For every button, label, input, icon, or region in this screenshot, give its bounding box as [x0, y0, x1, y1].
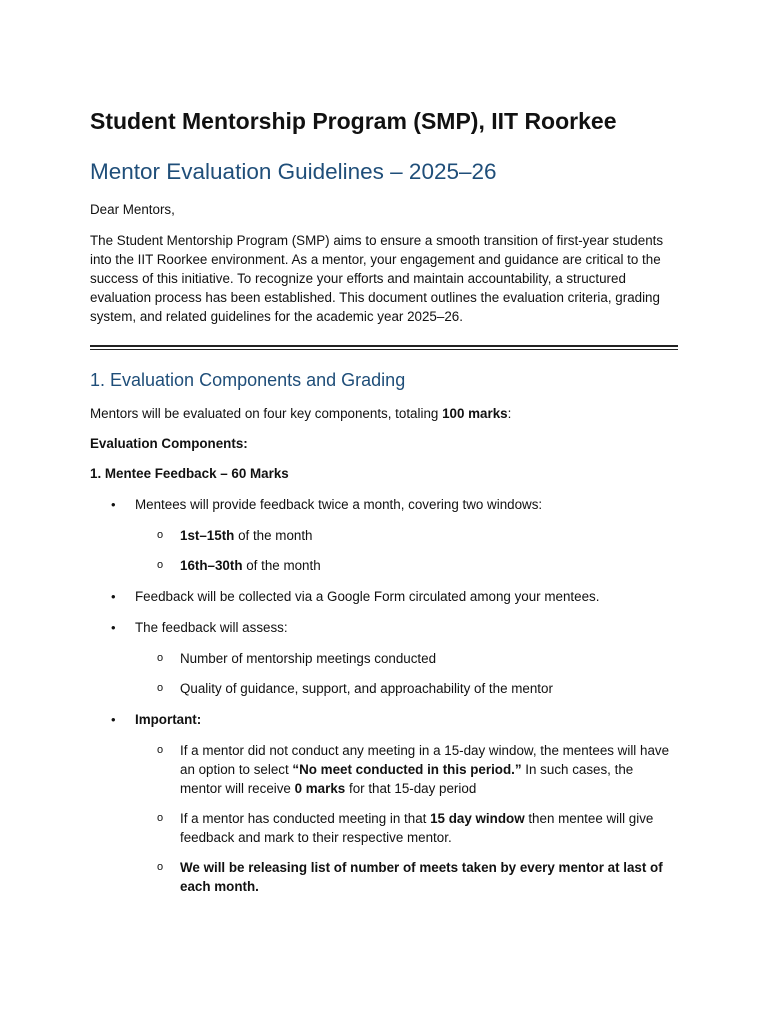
feedback-bullet-list	[90, 495, 678, 896]
total-marks: 100 marks	[442, 406, 508, 421]
sub-bullet-icon: o	[157, 812, 164, 824]
document-subtitle: Mentor Evaluation Guidelines – 2025–26	[90, 159, 497, 184]
list-item	[90, 587, 678, 606]
section-intro-text: Mentors will be evaluated on four key components, totaling	[90, 406, 443, 421]
section-divider	[90, 345, 678, 350]
sub-bullet-icon: o	[157, 861, 164, 873]
list-item-text: of the month	[234, 528, 313, 543]
section-intro	[90, 404, 678, 423]
release-notice: We will be releasing list of number of meets taken by every mentor at last of each month.	[180, 860, 663, 894]
zero-marks: 0 marks	[294, 781, 346, 796]
assessment-criteria-list	[135, 649, 678, 698]
no-meet-option: “No meet conducted in this period.”	[292, 762, 522, 777]
sub-bullet-icon: o	[157, 652, 164, 664]
component-title: 1. Mentee Feedback – 60 Marks	[90, 466, 289, 481]
list-item-text: Feedback will be collected via a Google Form circulated among your mentees.	[135, 589, 600, 604]
window-duration: 15 day window	[430, 811, 525, 826]
window-first: 1st–15th	[180, 528, 235, 543]
bullet-icon: •	[111, 620, 116, 635]
sub-bullet-icon: o	[157, 529, 164, 541]
bullet-icon: •	[111, 589, 116, 604]
list-item-text: Mentees will provide feedback twice a month, covering two windows:	[135, 497, 543, 512]
list-item-text: The feedback will assess:	[135, 620, 288, 635]
sub-bullet-icon: o	[157, 559, 164, 571]
sub-bullet-icon: o	[157, 682, 164, 694]
list-item-text: Quality of guidance, support, and approachability of the mentor	[180, 681, 553, 696]
list-item-text: for that 15-day period	[345, 781, 477, 796]
important-notes-list	[135, 741, 678, 896]
section-intro-suffix: :	[507, 406, 512, 421]
list-item	[135, 741, 678, 798]
window-second: 16th–30th	[180, 558, 243, 573]
feedback-windows-list	[135, 526, 678, 575]
list-item-text: If a mentor did not conduct any meeting in a 15-day window, the mentees will have an option to select	[180, 743, 670, 777]
list-item-text: then mentee will give feedback and mark to their respective mentor.	[180, 811, 654, 845]
sub-bullet-icon: o	[157, 744, 164, 756]
section-heading: 1. Evaluation Components and Grading	[90, 370, 406, 390]
document-title: Student Mentorship Program (SMP), IIT Roorkee	[90, 108, 617, 134]
list-item	[90, 618, 678, 698]
list-item	[135, 679, 678, 698]
important-label: Important:	[135, 712, 202, 727]
list-item	[135, 556, 678, 575]
greeting: Dear Mentors,	[90, 202, 175, 217]
list-item-text: In such cases, the mentor will receive	[180, 762, 634, 796]
components-label: Evaluation Components:	[90, 436, 248, 451]
list-item	[135, 809, 678, 847]
list-item-text: Number of mentorship meetings conducted	[180, 651, 437, 666]
list-item	[90, 495, 678, 575]
intro-paragraph: The Student Mentorship Program (SMP) aims to ensure a smooth transition of first-year students into the IIT Roorkee environment. As a mentor, your engagement and guidance are critical to the success of this initiative. To recognize your efforts and maintain accountability, a structured evaluation process has been established. This document outlines the evaluation criteria, grading system, and related guidelines for the academic year 2025–26.	[90, 233, 664, 324]
list-item	[90, 710, 678, 896]
list-item-text: of the month	[242, 558, 321, 573]
bullet-icon: •	[111, 497, 116, 512]
list-item	[135, 649, 678, 668]
list-item	[135, 526, 678, 545]
list-item-text: If a mentor has conducted meeting in that	[180, 811, 431, 826]
list-item	[135, 858, 678, 896]
bullet-icon: •	[111, 712, 116, 727]
